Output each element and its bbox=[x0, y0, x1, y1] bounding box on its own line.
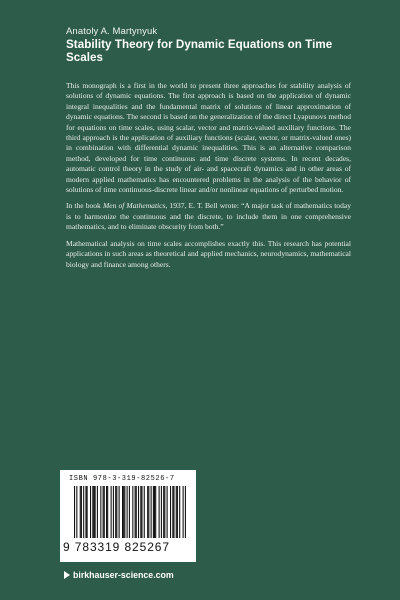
book-title: Stability Theory for Dynamic Equations on Time Scales bbox=[66, 38, 333, 64]
description-paragraph-2: Mathematical analysis on time scales accomplishes exactly this. This research has potential applications in such areas as theoretical and applied mechanics, neurodynamics, mathematical biology and finance among others. bbox=[66, 238, 351, 269]
quote-paragraph bbox=[66, 201, 351, 232]
description-paragraph-1: This monograph is a first in the world to present three approaches for stability analysis of solutions of dynamic equations. The first approach is based on the application of dynamic integral inequalities and the fundamental matrix of solutions of linear approximation of dynamic equations. The second is based on the generalization of the direct Lyapunovs method for equations on time scales, using scalar, vector and matrix-valued auxiliary functions. The third approach is the application of auxiliary functions (scalar, vector, or matrix-valued ones) in combination with differential dynamic inequalities. This is an alternative comparison method, developed for time continuous and time discrete systems. In recent decades, automatic control theory in the study of air- and spacecraft dynamics and in other areas of modern applied mathematics has encountered problems in the analysis of the behavior of solutions of time continuous-discrete linear and/or nonlinear equations of perturbed motion. bbox=[66, 81, 351, 195]
quoted-book-title: Men of Mathematics bbox=[102, 201, 166, 211]
author-name: Anatoly A. Martynyuk bbox=[66, 26, 158, 37]
description bbox=[66, 81, 351, 276]
publisher-url: birkhauser-science.com bbox=[73, 570, 174, 580]
isbn-label: ISBN 978-3-319-82526-7 bbox=[69, 475, 175, 483]
arrow-right-icon bbox=[64, 571, 70, 579]
quote-prefix: In the book bbox=[66, 201, 103, 211]
quote-text: , 1937, E. T. Bell wrote: “A major task of mathematics today is to harmonize the continuous and the discrete, to include them in one comprehensive mathematics, and to eliminate obscurity from both.” bbox=[66, 201, 351, 232]
barcode-digits: 9 783319 825267 bbox=[63, 540, 170, 554]
barcode bbox=[60, 470, 196, 562]
publisher-link[interactable] bbox=[64, 570, 174, 580]
barcode-bars bbox=[74, 486, 186, 538]
